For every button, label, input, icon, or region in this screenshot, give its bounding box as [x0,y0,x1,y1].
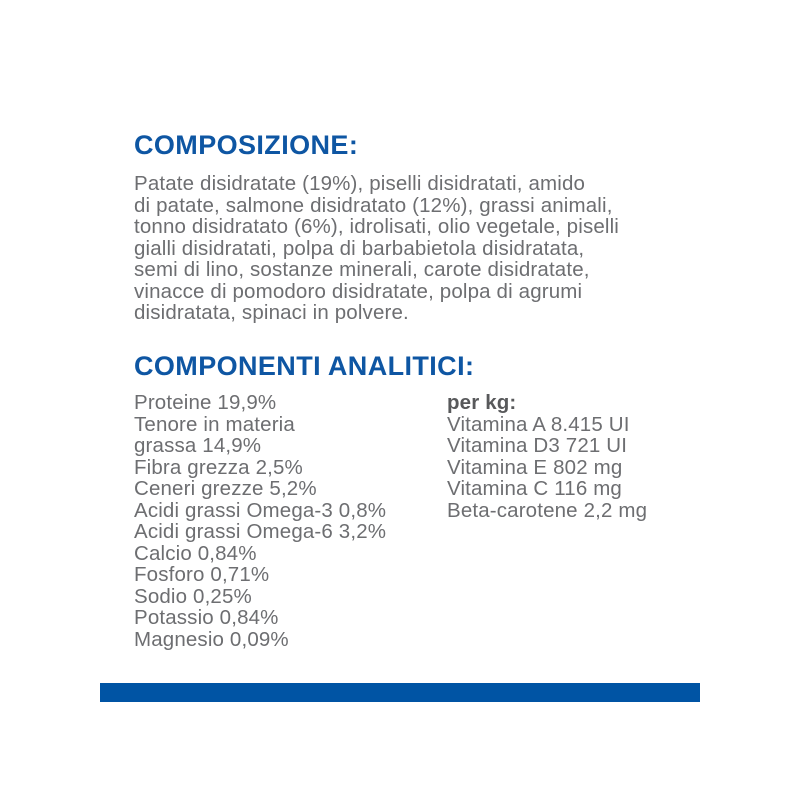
analytical-value-line: Acidi grassi Omega-3 0,8% [134,498,387,522]
vitamin-value-line: Vitamina C 116 mg [447,477,622,500]
analytical-value-line: grassa 14,9% [134,434,262,457]
analytical-value-line: Ceneri grezze 5,2% [134,477,317,500]
analytical-value-line: Tenore in materia [134,412,295,436]
composition-line: Patate disidratate (19%), piselli disidratati, amido [134,172,586,195]
analytical-value-line: Magnesio 0,09% [134,627,289,651]
composition-line: di patate, salmone disidratato (12%), grassi animali, [134,193,613,217]
vitamins-list [447,414,647,522]
vitamin-value-line: Beta-carotene 2,2 mg [447,498,648,522]
per-kg-label: per kg: [447,391,517,414]
composition-line: disidratata, spinaci in polvere. [134,301,409,324]
analytical-value-line: Fibra grezza 2,5% [134,455,303,479]
analytical-value-line: Proteine 19,9% [134,391,277,414]
analytical-value-line: Potassio 0,84% [134,606,279,629]
vitamin-value-line: Vitamina A 8.415 UI [447,412,630,436]
composition-ingredients-text [134,173,619,324]
analytical-value-line: Fosforo 0,71% [134,563,270,586]
composition-line: tonno disidratato (6%), idrolisati, olio vegetale, piselli [134,215,620,238]
per-kg-column [447,392,647,521]
analytical-value-line: Sodio 0,25% [134,584,252,608]
composition-heading: COMPOSIZIONE: [134,130,359,160]
analytical-value-line: Calcio 0,84% [134,541,257,565]
composition-line: vinacce di pomodoro disidratate, polpa di agrumi [134,279,583,303]
analytical-components-heading: COMPONENTI ANALITICI: [134,351,475,381]
analytical-value-line: Acidi grassi Omega-6 3,2% [134,520,387,543]
vitamin-value-line: Vitamina E 802 mg [447,455,623,479]
vitamin-value-line: Vitamina D3 721 UI [447,434,628,457]
composition-line: semi di lino, sostanze minerali, carote disidratate, [134,258,590,281]
analytical-values-list [134,392,386,650]
bottom-accent-bar [100,683,700,702]
composition-line: gialli disidratati, polpa di barbabietola disidratata, [134,236,585,260]
